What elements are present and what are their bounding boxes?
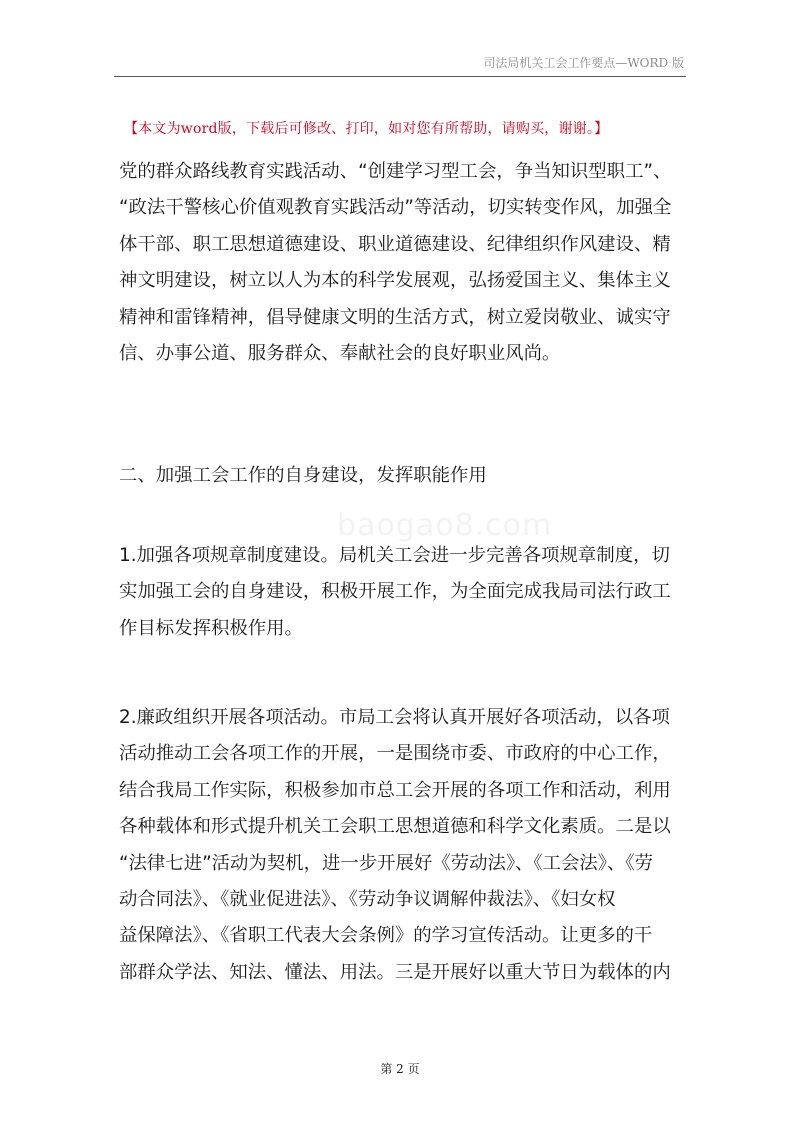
text-line: 党的群众路线教育实践活动、“创建学习型工会，争当知识型职工”、 bbox=[119, 161, 672, 182]
paragraph-intro bbox=[119, 154, 685, 372]
paragraph-item-2 bbox=[119, 700, 685, 991]
text-line: 信、办事公道、服务群众、奉献社会的良好职业风尚。 bbox=[119, 343, 561, 365]
text-line: 动合同法》、《就业促进法》、《劳动争议调解仲裁法》、《妇女权 bbox=[119, 889, 616, 911]
text-line: “政法干警核心价值观教育实践活动”等活动，切实转变作风，加强全 bbox=[119, 197, 672, 219]
text-line: 2.廉政组织开展各项活动。市局工会将认真开展好各项活动，以各项 bbox=[119, 707, 670, 728]
text-line: 神文明建设，树立以人为本的科学发展观，弘扬爱国主义、集体主义 bbox=[119, 270, 671, 292]
text-line: 精神和雷锋精神，倡导健康文明的生活方式，树立爱岗敬业、诚实守 bbox=[119, 306, 671, 328]
text-line: 部群众学法、知法、懂法、用法。三是开展好以重大节日为载体的内 bbox=[119, 961, 671, 983]
page-number: 第 2 页 bbox=[380, 1062, 420, 1076]
watermark: baogao8.com bbox=[337, 508, 553, 543]
text-line: 体干部、职工思想道德建设、职业道德建设、纪律组织作风建设、精 bbox=[119, 233, 671, 255]
text-line: 活动推动工会各项工作的开展，一是围绕市委、市政府的中心工作， bbox=[119, 743, 671, 765]
text-line: 实加强工会的自身建设，积极开展工作，为全面完成我局司法行政工 bbox=[119, 581, 671, 603]
header-divider bbox=[114, 76, 686, 77]
header-title: 司法局机关工会工作要点—WORD 版 bbox=[483, 56, 684, 70]
heading-text: 二、加强工会工作的自身建设，发挥职能作用 bbox=[119, 465, 487, 486]
text-line: 结合我局工作实际，积极参加市总工会开展的各项工作和活动，利用 bbox=[119, 779, 671, 801]
text-line: 各种载体和形式提升机关工会职工思想道德和科学文化素质。二是以 bbox=[119, 816, 671, 838]
paragraph-item-1 bbox=[119, 538, 685, 647]
text-line: 益保障法》、《省职工代表大会条例》的学习宣传活动。让更多的干 bbox=[119, 925, 653, 947]
text-line: “法律七进”活动为契机，进一步开展好《劳动法》、《工会法》、《劳 bbox=[119, 852, 653, 874]
section-heading bbox=[119, 458, 685, 494]
text-line: 1.加强各项规章制度建设。局机关工会进一步完善各项规章制度，切 bbox=[119, 545, 670, 566]
download-notice: 【本文为word版，下载后可修改、打印，如对您有所帮助，请购买，谢谢。】 bbox=[124, 121, 609, 137]
text-line: 作目标发挥积极作用。 bbox=[119, 617, 303, 639]
